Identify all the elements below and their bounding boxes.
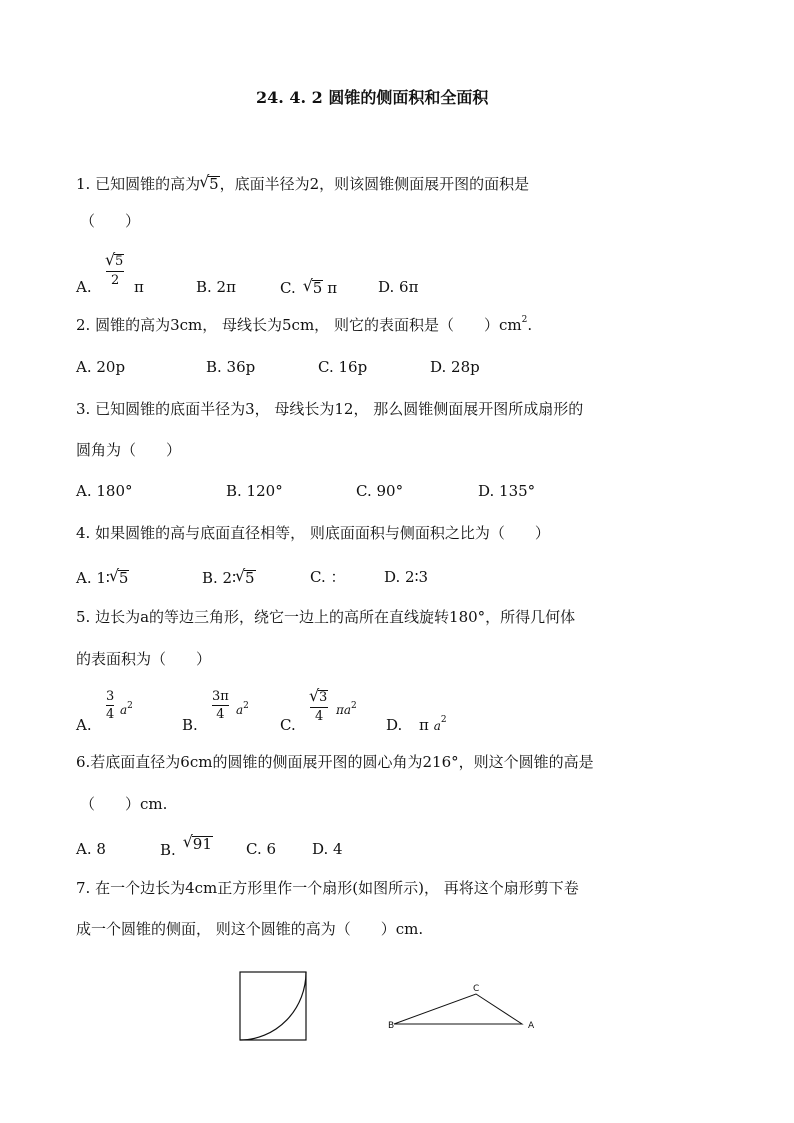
label-b: B — [388, 1021, 395, 1031]
q4-option-a-sqrt — [118, 570, 130, 587]
q1-radicand: 5 — [209, 175, 219, 193]
q6-line-1: 6.若底面直径为6cm的圆锥的侧面展开图的圆心角为216°，则这个圆锥的高是 — [76, 753, 594, 771]
question-2 — [76, 315, 533, 334]
q5-option-d-var: a — [433, 719, 441, 733]
q4-option-a — [76, 570, 129, 587]
label-c: C — [473, 984, 480, 994]
q5-option-a-fraction — [106, 690, 114, 721]
q3-option-b: B. 120° — [226, 482, 283, 500]
q1-option-c — [280, 280, 337, 297]
q4-option-b — [202, 570, 256, 587]
q2-option-a: A. 20p — [76, 358, 126, 376]
q5-option-c-var — [336, 701, 357, 717]
q1-option-b: B. 2π — [196, 278, 236, 296]
q4-option-b-sqrt — [244, 570, 256, 587]
q4-option-c: C. ： — [310, 568, 346, 586]
q4-option-a-text: A. 1∶ — [76, 569, 110, 587]
q3-line-1: 3. 已知圆锥的底面半径为3， 母线长为12， 那么圆锥侧面展开图所成扇形的 — [76, 400, 584, 418]
square-shape — [240, 972, 306, 1040]
q5-option-a-var — [120, 701, 133, 717]
q6-option-b-sqrt — [192, 836, 213, 853]
q3-option-c: C. 90° — [356, 482, 404, 500]
q1-option-a-radicand: 5 — [115, 254, 124, 269]
q2-text: 2. 圆锥的高为3cm， 母线长为5cm， 则它的表面积是（ ）cm — [76, 316, 522, 334]
q1-option-c-sqrt — [312, 280, 324, 297]
q5-option-d-label: D. — [386, 716, 403, 734]
question-1 — [76, 176, 529, 193]
q1-text-b: ，底面半径为2，则该圆锥侧面展开图的面积是 — [219, 175, 530, 193]
q4-text: 4. 如果圆锥的高与底面直径相等， 则底面面积与侧面积之比为（ ） — [76, 524, 550, 542]
q5-option-d-pi: π — [419, 716, 429, 734]
page-title: 24. 4. 2 圆锥的侧面积和全面积 — [256, 88, 489, 107]
q2-option-b: B. 36p — [206, 358, 256, 376]
q4-option-a-radicand: 5 — [118, 569, 129, 587]
q1-option-a-pi: π — [134, 278, 144, 296]
triangle-shape — [394, 994, 522, 1024]
q1-option-c-label: C. — [280, 279, 296, 297]
q6-option-c: C. 6 — [246, 840, 277, 858]
q5-option-b-label: B. — [182, 716, 198, 734]
q1-option-d: D. 6π — [378, 278, 419, 296]
q5-option-c-label: C. — [280, 716, 296, 734]
q5-option-d-exp: 2 — [440, 715, 447, 725]
sector-arc — [240, 972, 306, 1040]
q1-option-a-den: 2 — [111, 272, 120, 288]
q1-option-a-fraction — [106, 254, 124, 287]
label-a: A — [528, 1021, 535, 1031]
q5-option-a-var-text: a — [120, 703, 128, 717]
q6-line-2: （ ）cm. — [80, 795, 168, 813]
q6-option-d: D. 4 — [312, 840, 343, 858]
q2-tail: . — [527, 316, 533, 334]
q6-option-b-radicand: 91 — [192, 835, 212, 853]
q5-line-2: 的表面积为（ ） — [76, 650, 212, 668]
q2-option-d: D. 28p — [430, 358, 480, 376]
q5-option-a-exp: 2 — [127, 701, 133, 711]
q5-option-c-fraction — [310, 690, 328, 723]
q2-sup: 2 — [521, 315, 528, 325]
q5-option-a-label: A. — [76, 716, 92, 734]
q1-sqrt — [208, 176, 220, 193]
q6-option-b — [160, 835, 213, 859]
q5-option-d — [386, 715, 447, 734]
q5-option-b-var-text: a — [236, 703, 244, 717]
q1-text-a: 1. 已知圆锥的高为 — [76, 175, 201, 193]
q4-option-d: D. 2∶3 — [384, 568, 429, 586]
q6-option-b-label: B. — [160, 841, 176, 859]
q7-line-1: 7. 在一个边长为4cm正方形里作一个扇形(如图所示)， 再将这个扇形剪下卷 — [76, 879, 579, 897]
q1-paren: （ ） — [80, 212, 141, 230]
q7-line-2: 成一个圆锥的侧面， 则这个圆锥的高为（ ）cm. — [76, 920, 424, 938]
q5-option-c-den: 4 — [315, 708, 324, 724]
q3-option-d: D. 135° — [478, 482, 536, 500]
q2-option-c: C. 16p — [318, 358, 368, 376]
q6-option-a: A. 8 — [76, 840, 106, 858]
q5-option-a-num: 3 — [106, 689, 115, 704]
q5-option-c-var-text: πa — [336, 703, 352, 717]
q1-option-c-radicand: 5 — [312, 279, 323, 297]
q1-option-a-sqrt — [114, 254, 124, 269]
q5-option-b-num: 3π — [212, 689, 229, 704]
q5-option-b-den: 4 — [216, 707, 225, 722]
q3-line-2: 圆角为（ ） — [76, 441, 182, 459]
q5-option-c-radicand: 3 — [319, 690, 328, 705]
q1-option-c-pi: π — [327, 279, 338, 297]
q4-option-b-text: B. 2∶ — [202, 569, 237, 587]
q5-option-b-var — [236, 701, 249, 717]
q5-option-a-den: 4 — [106, 707, 115, 722]
q5-option-c-sqrt — [318, 690, 328, 705]
q3-option-a: A. 180° — [76, 482, 133, 500]
q4-option-b-radicand: 5 — [245, 569, 255, 587]
q5-option-c-exp: 2 — [351, 701, 357, 711]
q7-figure — [230, 962, 560, 1052]
q5-option-b-fraction — [212, 690, 229, 721]
q5-line-1: 5. 边长为a的等边三角形，绕它一边上的高所在直线旋转180°，所得几何体 — [76, 608, 576, 626]
q5-option-b-exp: 2 — [243, 701, 249, 711]
q1-option-a-label: A. — [76, 278, 92, 296]
